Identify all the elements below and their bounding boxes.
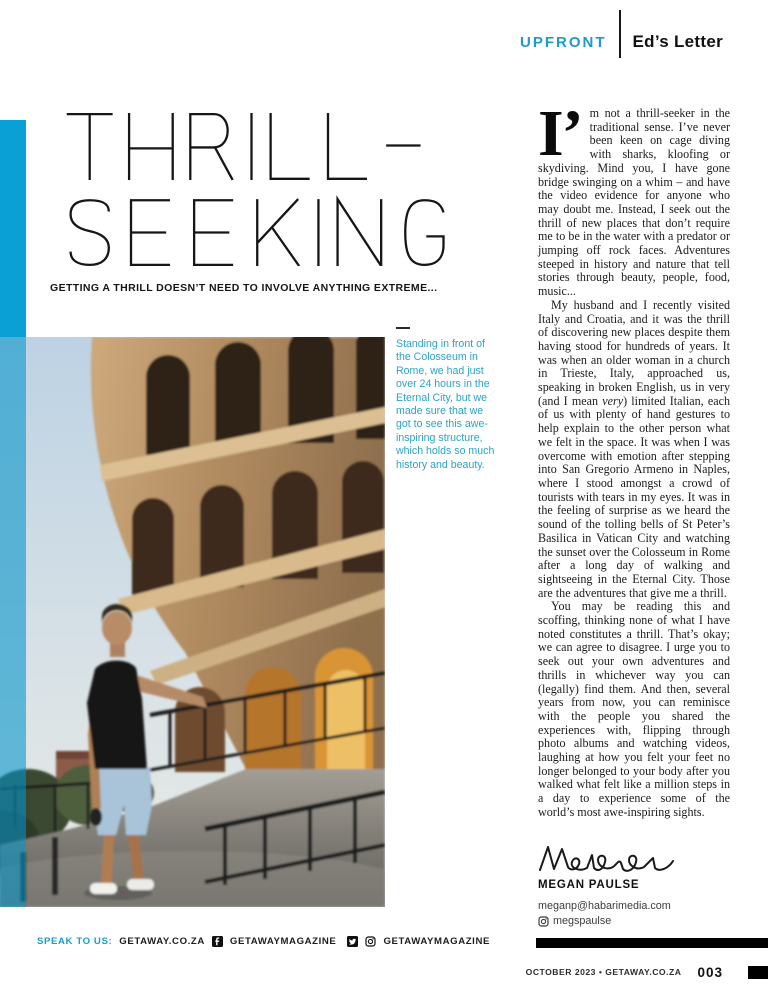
instagram-handle: megspaulse — [553, 915, 612, 927]
header-divider — [619, 10, 621, 58]
colosseum-photo — [0, 337, 385, 907]
footer-rule — [536, 938, 768, 948]
page-number: 003 — [697, 964, 723, 980]
social-handle: GETAWAYMAGAZINE — [383, 936, 490, 947]
footer-right — [526, 963, 768, 981]
instagram-icon — [538, 916, 549, 927]
paragraph-2 — [538, 299, 730, 600]
standfirst: GETTING A THRILL DOESN’T NEED TO INVOLVE ANYTHING EXTREME... — [50, 282, 438, 294]
headline — [49, 113, 467, 266]
section-header — [520, 10, 723, 58]
paragraph-2-text-b: ) limited Italian, each of us with plenty of hand gestures to help explain to the other person what we felt in the space. It was when I was overcome with emotion after stepping into San Gregorio Armeno in Naples, where I stood amongst a crowd of tourists with tears in my eyes. It was in the feeling of surprise as we heard the sound of the tolling bells of St Peter’s Basilica in Vatican City and watching the sunset over the Colosseum in Rome after a long day of walking and sightseeing in the Eternal City. Those are the adventures that give me a thrill. — [538, 393, 730, 600]
caption-dash — [396, 327, 410, 329]
caption-text: Standing in front of the Colosseum in Rome, we had just over 24 hours in the Eternal City, but we made sure that we got to see this awe-inspiring structure, which holds so much history and beauty. — [396, 338, 495, 471]
author-email: meganp@habarimedia.com — [538, 900, 671, 912]
paragraph-2-text-a: My husband and I recently visited Italy and Croatia, and it was the thrill of discovering new places despite them having stood for hundreds of years. It was when an older woman in a church in Trieste, Italy, approached us, speaking in broken English, us in very (and I mean — [538, 297, 730, 408]
accent-bar-overlay — [0, 337, 26, 907]
paragraph-1-text: m not a thrill-seeker in the traditional sense. I’ve never been keen on cage diving with sharks, kloofing or skydiving. Mind you, I have gone bridge swinging on a whim – and have the video evidence for anyone who may doubt me. Instead, I seek out the thrill of new places that don’t require me to be in the water with a predator or jumping off rock faces. Adventures steeped in history and nature that tell stories through beauty, people, food, music... — [538, 106, 730, 299]
issue-line: OCTOBER 2023 • GETAWAY.CO.ZA — [525, 967, 682, 977]
facebook-handle: GETAWAYMAGAZINE — [229, 936, 337, 947]
author-instagram — [538, 915, 611, 927]
article-column — [538, 97, 730, 820]
author-name: MEGAN PAULSE — [538, 879, 640, 891]
accent-bar — [0, 120, 26, 337]
website-label: GETAWAY.CO.ZA — [119, 936, 205, 947]
section-label: UPFRONT — [520, 34, 607, 51]
bleed-tab — [748, 966, 768, 979]
facebook-icon — [212, 936, 223, 947]
signature-scribble — [536, 840, 686, 876]
footer-left — [37, 936, 490, 947]
speak-to-us-label: SPEAK TO US: — [37, 936, 113, 947]
instagram-footer-icon — [365, 936, 376, 947]
paragraph-3: You may be reading this and scoffing, thinking none of what I have noted constitutes a thrill. That’s okay; we can agree to disagree. I urge you to seek out your own adventures and thrills in whichever way you can (legally) find them. And then, several years from now, you can reminisce with the people you shared the experiences with, flipping through photo albums and watching videos, laughing at how you felt your feet no longer belonged to your body after you walked what felt like a million steps in a day to experience some of the world’s most awe-inspiring sights. — [538, 599, 730, 819]
colosseum-photo-art — [0, 337, 385, 907]
page-title: Ed’s Letter — [632, 32, 724, 51]
twitter-icon — [347, 936, 358, 947]
paragraph-2-italic: very — [602, 393, 624, 408]
headline-lettering — [49, 113, 467, 266]
author-signature — [536, 840, 686, 881]
photo-caption — [396, 327, 495, 472]
paragraph-1 — [538, 97, 730, 299]
drop-cap: I’ — [538, 97, 582, 170]
